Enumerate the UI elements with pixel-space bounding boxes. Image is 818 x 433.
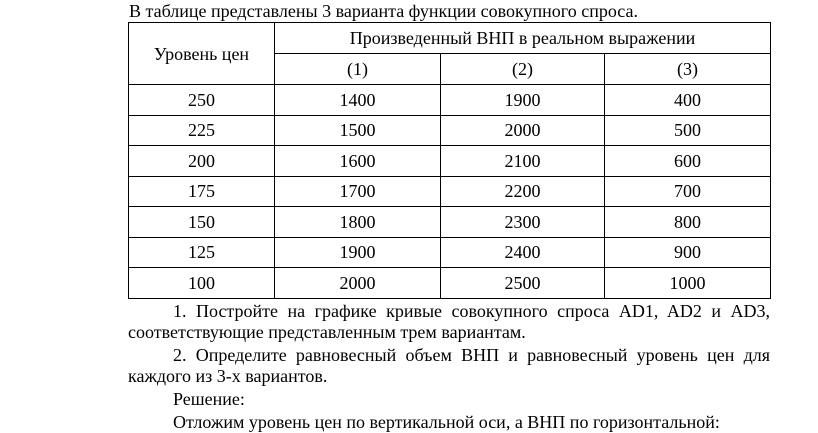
table-row <box>129 176 771 207</box>
gnp-cell-2: 2500 <box>441 268 605 299</box>
task-2-line-2: каждого из 3-х вариантов. <box>128 365 328 386</box>
table-header-row <box>129 23 771 54</box>
solution-text: Отложим уровень цен по вертикальной оси, а ВНП по горизонтальной: <box>173 411 720 432</box>
gnp-cell-2: 2000 <box>441 115 605 146</box>
price-cell: 225 <box>129 115 275 146</box>
gnp-cell-3: 1000 <box>605 268 771 299</box>
price-cell: 250 <box>129 85 275 116</box>
gnp-cell-3: 700 <box>605 176 771 207</box>
table-row <box>129 146 771 177</box>
table-row <box>129 115 771 146</box>
task-2-line-1: 2. Определите равновесный объем ВНП и равновесный уровень цен для <box>173 344 770 365</box>
gnp-header: Произведенный ВНП в реальном выражении <box>275 23 771 54</box>
price-cell: 200 <box>129 146 275 177</box>
gnp-cell-3: 500 <box>605 115 771 146</box>
gnp-cell-1: 2000 <box>275 268 441 299</box>
table-row <box>129 237 771 268</box>
table-row <box>129 207 771 238</box>
task-1-line-1: 1. Постройте на графике кривые совокупного спроса AD1, AD2 и AD3, <box>173 300 770 321</box>
gnp-cell-2: 2300 <box>441 207 605 238</box>
gnp-cell-1: 1400 <box>275 85 441 116</box>
price-cell: 100 <box>129 268 275 299</box>
gnp-cell-1: 1700 <box>275 176 441 207</box>
gnp-cell-2: 2200 <box>441 176 605 207</box>
task-1-line-2: соответствующие представленным трем вариантам. <box>128 321 526 342</box>
gnp-cell-1: 1800 <box>275 207 441 238</box>
table-row <box>129 268 771 299</box>
gnp-cell-1: 1900 <box>275 237 441 268</box>
aggregate-demand-table <box>128 22 771 299</box>
gnp-cell-3: 800 <box>605 207 771 238</box>
gnp-cell-3: 600 <box>605 146 771 177</box>
intro-text: В таблице представлены 3 варианта функции совокупного спроса. <box>129 1 638 21</box>
price-cell: 175 <box>129 176 275 207</box>
gnp-cell-3: 400 <box>605 85 771 116</box>
gnp-cell-2: 2100 <box>441 146 605 177</box>
document-page <box>128 0 770 433</box>
gnp-cell-1: 1600 <box>275 146 441 177</box>
price-cell: 125 <box>129 237 275 268</box>
gnp-cell-2: 2400 <box>441 237 605 268</box>
gnp-cell-3: 900 <box>605 237 771 268</box>
variant-header-2: (2) <box>441 54 605 85</box>
task-2 <box>128 345 770 387</box>
gnp-cell-2: 1900 <box>441 85 605 116</box>
variant-header-1: (1) <box>275 54 441 85</box>
price-cell: 150 <box>129 207 275 238</box>
solution-label: Решение: <box>173 388 245 409</box>
table-row <box>129 85 771 116</box>
task-1 <box>128 301 770 343</box>
variant-header-3: (3) <box>605 54 771 85</box>
price-level-header: Уровень цен <box>129 23 275 85</box>
gnp-cell-1: 1500 <box>275 115 441 146</box>
